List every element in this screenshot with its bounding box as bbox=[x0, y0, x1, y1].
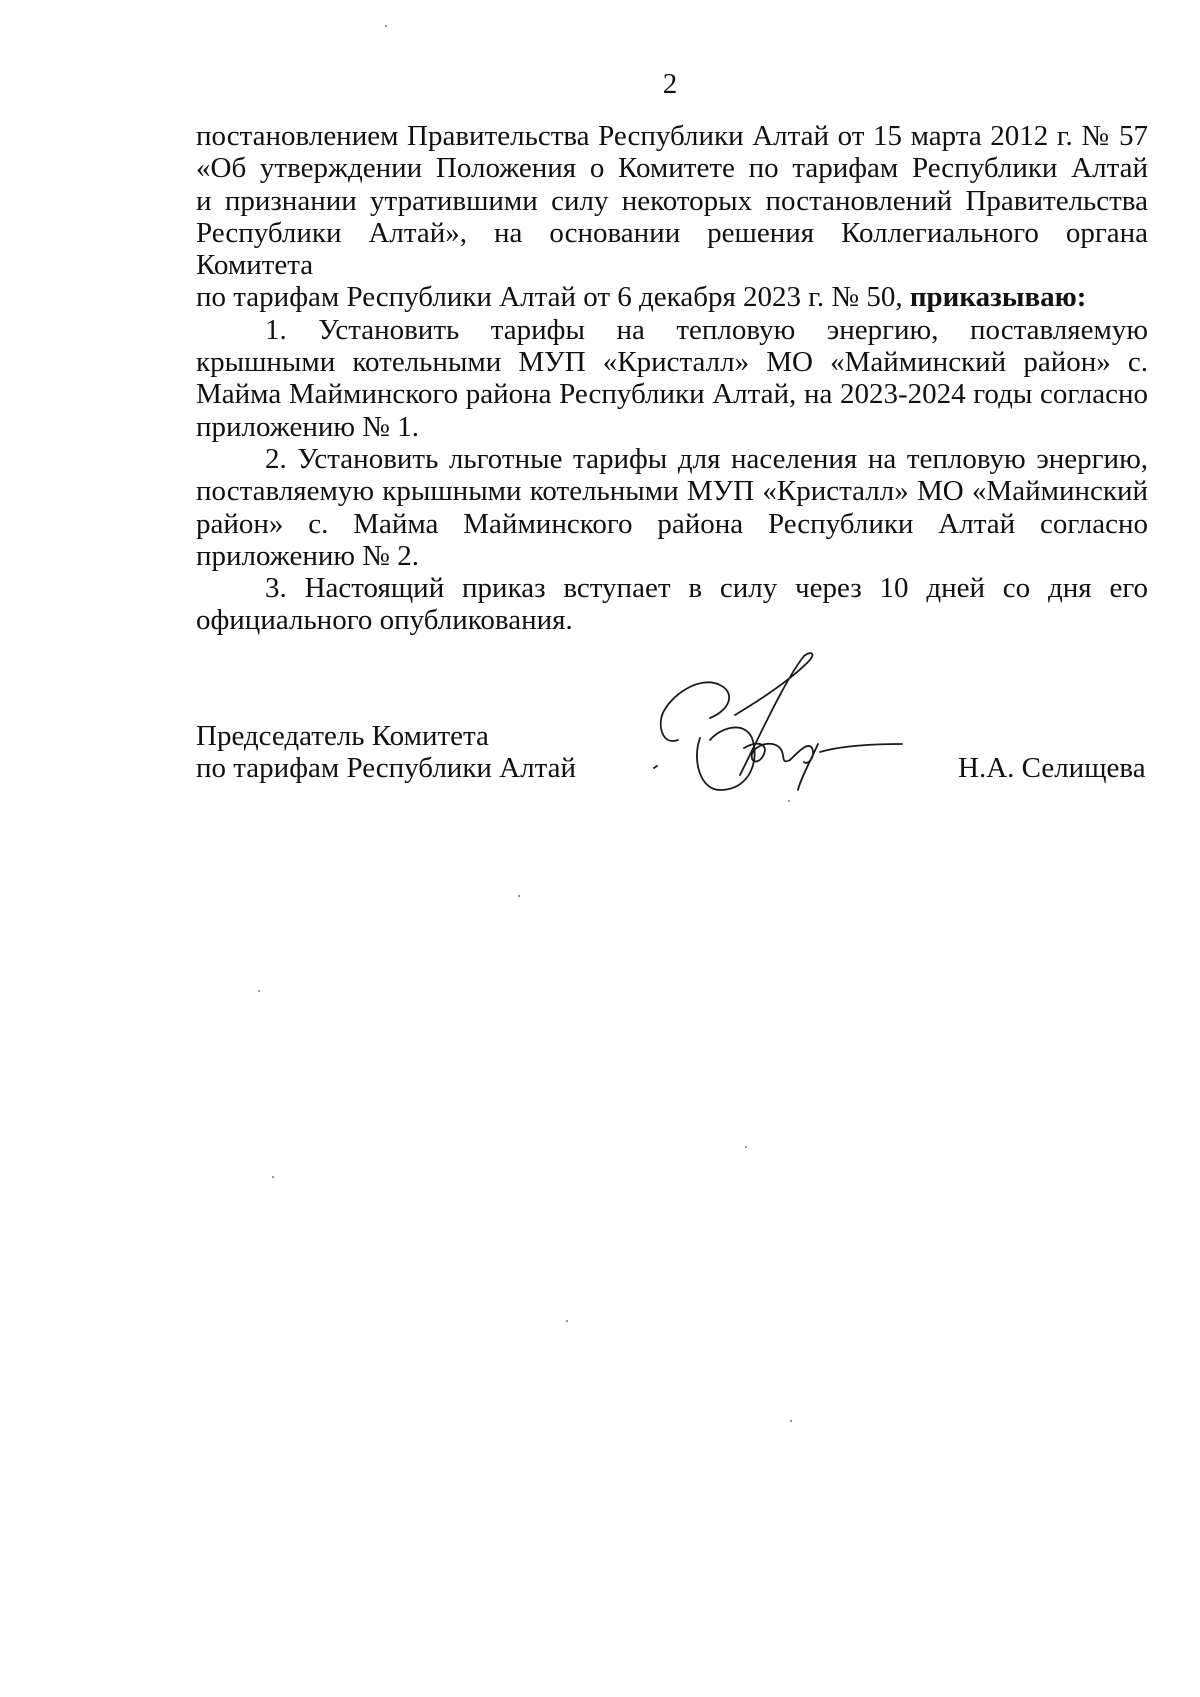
scan-speck bbox=[790, 1420, 792, 1422]
signatory-title bbox=[196, 720, 576, 784]
scan-speck bbox=[518, 895, 520, 897]
preamble-line: «Об утверждении Положения о Комитете по тарифам Республики Алтай bbox=[196, 152, 1148, 185]
signatory-title-line-2: по тарифам Республики Алтай bbox=[196, 752, 577, 784]
scan-speck bbox=[788, 800, 790, 802]
scan-speck bbox=[745, 1146, 747, 1148]
scan-speck bbox=[258, 990, 260, 992]
order-word: приказываю: bbox=[909, 281, 1087, 314]
preamble-line: и признании утратившими силу некоторых постановлений Правительства bbox=[196, 184, 1148, 217]
preamble-last-line bbox=[196, 281, 1148, 313]
preamble-last-line-text: по тарифам Республики Алтай от 6 декабря 2023 г. № 50, bbox=[196, 281, 910, 314]
order-item-1: 1. Установить тарифы на тепловую энергию, поставляемую крышными котельными МУП «Кристалл» МО «Майминский район» с. Майма Майминского района Республики Алтай, на 2023-2024 годы согласно приложению № 1. bbox=[196, 313, 1148, 443]
signatory-title-line-1: Председатель Комитета bbox=[196, 720, 489, 752]
preamble-line: постановлением Правительства Республики Алтай от 15 марта 2012 г. № 57 bbox=[196, 120, 1148, 152]
handwritten-signature bbox=[640, 640, 940, 820]
signer-name: Н.А. Селищева bbox=[958, 752, 1146, 784]
order-item-2: 2. Установить льготные тарифы для населения на тепловую энергию, поставляемую крышными котельными МУП «Кристалл» МО «Майминский район» с. Майма Майминского района Республики Алтай согласно приложению № 2. bbox=[196, 442, 1148, 572]
preamble-line: Республики Алтай», на основании решения Коллегиального органа Комитета bbox=[196, 216, 1148, 282]
scan-speck bbox=[566, 1320, 568, 1322]
order-item-3: 3. Настоящий приказ вступает в силу через 10 дней со дня его официального опубликования. bbox=[196, 572, 1148, 637]
scan-speck bbox=[385, 25, 387, 27]
page-number: 2 bbox=[662, 68, 678, 100]
scan-speck bbox=[272, 1176, 274, 1178]
document-body bbox=[196, 120, 1148, 637]
